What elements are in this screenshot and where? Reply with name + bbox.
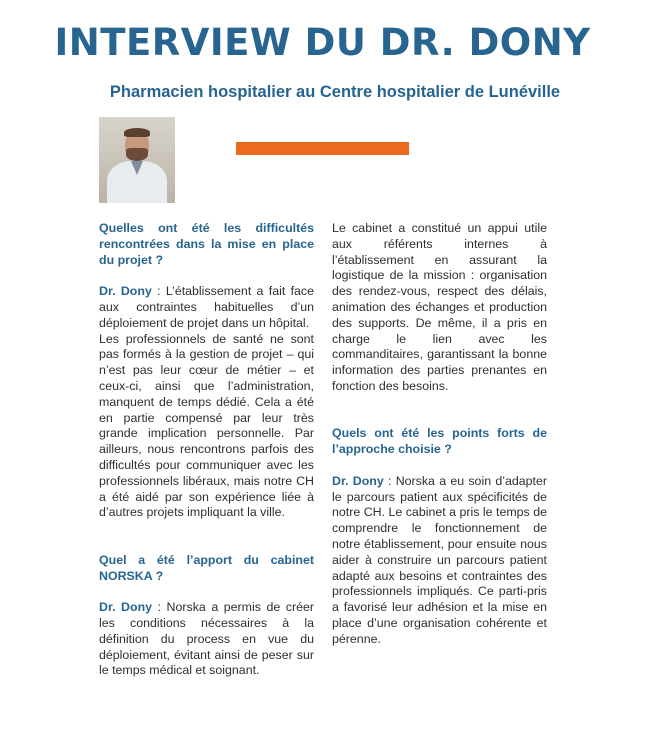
answer-norska-contribution-body: Le cabinet a constitué un appui utile aux référents internes à l’établissement en assurant la logistique de la mission : organisation des rendez-vous, respect des délais, animation des échanges et production des supports. De même, il a pris en charge le lien avec les commanditaires, garantissant la bonne information des parties prenantes en fonction des besoins. — [332, 221, 547, 393]
answer-text: : Norska a eu soin d’adapter le parcours patient aux spécificités de notre CH. Le cabinet a pris le temps de comprendre le fonctionnement de notre établissement, pour ensuite nous aider à construire un parcours patient adapté aux besoins et contraintes des professionnels impliqués. Ce parti-pris a favorisé leur adhésion et la mise en place d’une organisation cohérente et pérenne. — [332, 473, 548, 646]
answer-norska-contribution-intro — [99, 600, 314, 679]
answer-difficulties-intro — [99, 284, 314, 331]
accent-bar — [236, 142, 409, 155]
question-norska-contribution: Quel a été l’apport du cabinet NORSKA ? — [99, 552, 314, 583]
interviewee-subtitle: Pharmacien hospitalier au Centre hospitalier de Lunéville — [109, 83, 561, 101]
answer-strengths — [332, 474, 547, 648]
speaker-label: Dr. Dony — [99, 284, 152, 299]
answer-text: : Norska a permis de créer les conditions nécessaires à la définition du process en vue du déploiement, évitant ainsi de peser sur le temps médical et soignant. — [99, 600, 314, 678]
speaker-label: Dr. Dony — [332, 473, 384, 488]
right-column — [332, 221, 547, 648]
left-column — [99, 221, 314, 679]
answer-difficulties-body: Les professionnels de santé ne sont pas formés à la gestion de projet – qui n’est pas leur cœur de métier – et ceux-ci, ainsi que l’administration, manquent de temps dédié. Cela a été en partie compensé par leur très grande implication personnelle. Par ailleurs, nous rencontrons parfois des difficultés pour communiquer avec les professionnels libéraux, mais notre CH a été aidé par son expérience liée à d’autres projets impliquant la ville. — [99, 331, 314, 520]
question-strengths: Quels ont été les points forts de l’approche choisie ? — [332, 426, 547, 457]
question-difficulties: Quelles ont été les difficultés rencontrées dans la mise en place du projet ? — [99, 221, 314, 267]
photo-beard — [126, 148, 148, 161]
speaker-label: Dr. Dony — [99, 600, 153, 615]
portrait-photo — [99, 117, 175, 203]
page-title: INTERVIEW DU DR. DONY — [54, 21, 591, 64]
photo-hair — [124, 128, 150, 137]
answer-text: : L’établissement a fait face aux contraintes habituelles d’un déploiement de projet dans un hôpital. — [99, 284, 315, 330]
